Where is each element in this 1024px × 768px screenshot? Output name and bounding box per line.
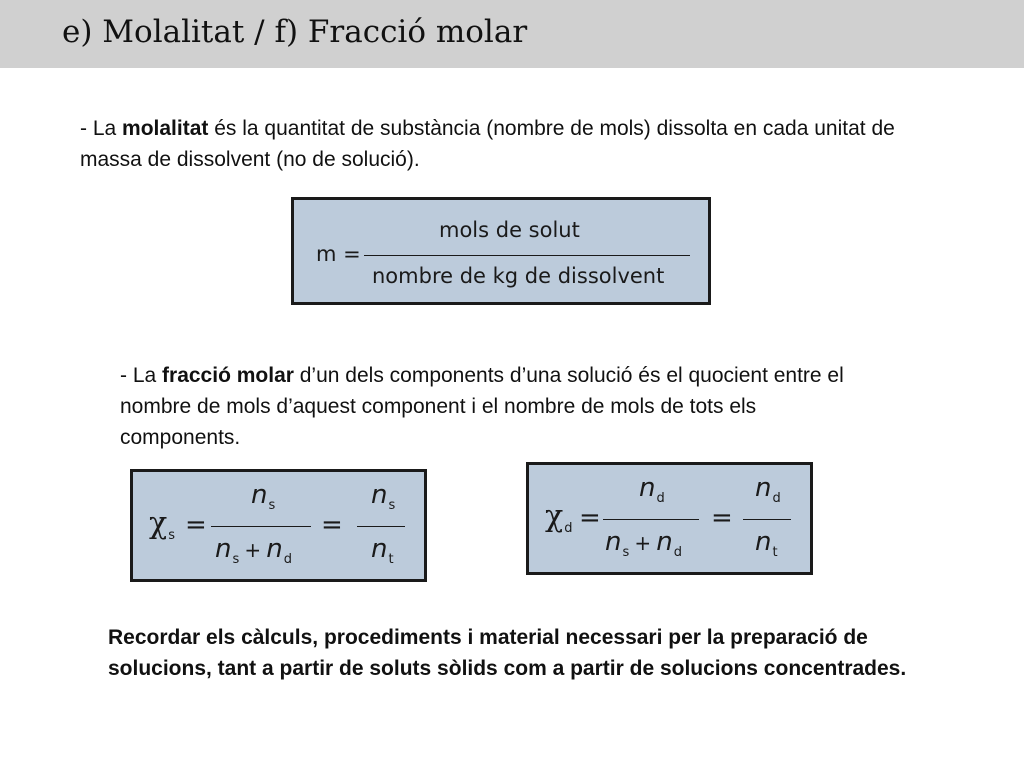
- mole-fraction-text: d’un dels components d’una solució és el quocient entre el nombre de mols d’aquest component i el nombre de mols de tots els components.: [120, 364, 844, 449]
- molality-formula: [291, 197, 711, 305]
- page-title: e) Molalitat / f) Fracció molar: [62, 14, 528, 50]
- denominator: $n_s + n_d$: [215, 534, 292, 567]
- formula-numerator: mols de solut: [439, 218, 580, 242]
- equals-sign-2: =: [711, 503, 733, 533]
- equals-sign-2: =: [321, 510, 343, 540]
- fraction-bar-2: [743, 519, 791, 520]
- solvent-mole-fraction-formula: [526, 462, 813, 575]
- molality-paragraph: [80, 113, 960, 175]
- chi-symbol: $\chi_d$: [545, 499, 573, 536]
- solute-mole-fraction-formula: [130, 469, 427, 582]
- numerator-n: $n_s$: [251, 480, 276, 513]
- formula-lhs: m =: [316, 242, 361, 266]
- chi-symbol: $\chi_s$: [149, 506, 175, 543]
- denominator-2: $n_t$: [371, 534, 394, 567]
- mole-fraction-term: fracció molar: [162, 364, 294, 387]
- reminder-paragraph: Recordar els càlculs, procediments i material necessari per la preparació de solucions, tant a partir de soluts sòlids com a partir de solucions concentrades.: [108, 626, 907, 680]
- equals-sign: =: [579, 503, 601, 533]
- fraction-bar-2: [357, 526, 405, 527]
- molality-prefix: - La: [80, 117, 123, 140]
- molality-text: és la quantitat de substància (nombre de mols) dissolta en cada unitat de massa de dissolvent (no de solució).: [80, 117, 895, 171]
- numerator-2: $n_d$: [755, 473, 781, 506]
- equals-sign: =: [185, 510, 207, 540]
- denominator-2: $n_t$: [755, 527, 778, 560]
- numerator-2: $n_s$: [371, 480, 396, 513]
- fraction-bar: [211, 526, 311, 527]
- formula-denominator: nombre de kg de dissolvent: [372, 264, 665, 288]
- fraction-bar: [364, 255, 690, 256]
- mole-fraction-prefix: - La: [120, 364, 163, 387]
- molality-term: molalitat: [122, 117, 209, 140]
- numerator-n: $n_d$: [639, 473, 665, 506]
- title-bar: [0, 0, 1024, 68]
- fraction-bar: [603, 519, 699, 520]
- denominator: $n_s + n_d$: [605, 527, 682, 560]
- mole-fraction-paragraph: [120, 360, 860, 453]
